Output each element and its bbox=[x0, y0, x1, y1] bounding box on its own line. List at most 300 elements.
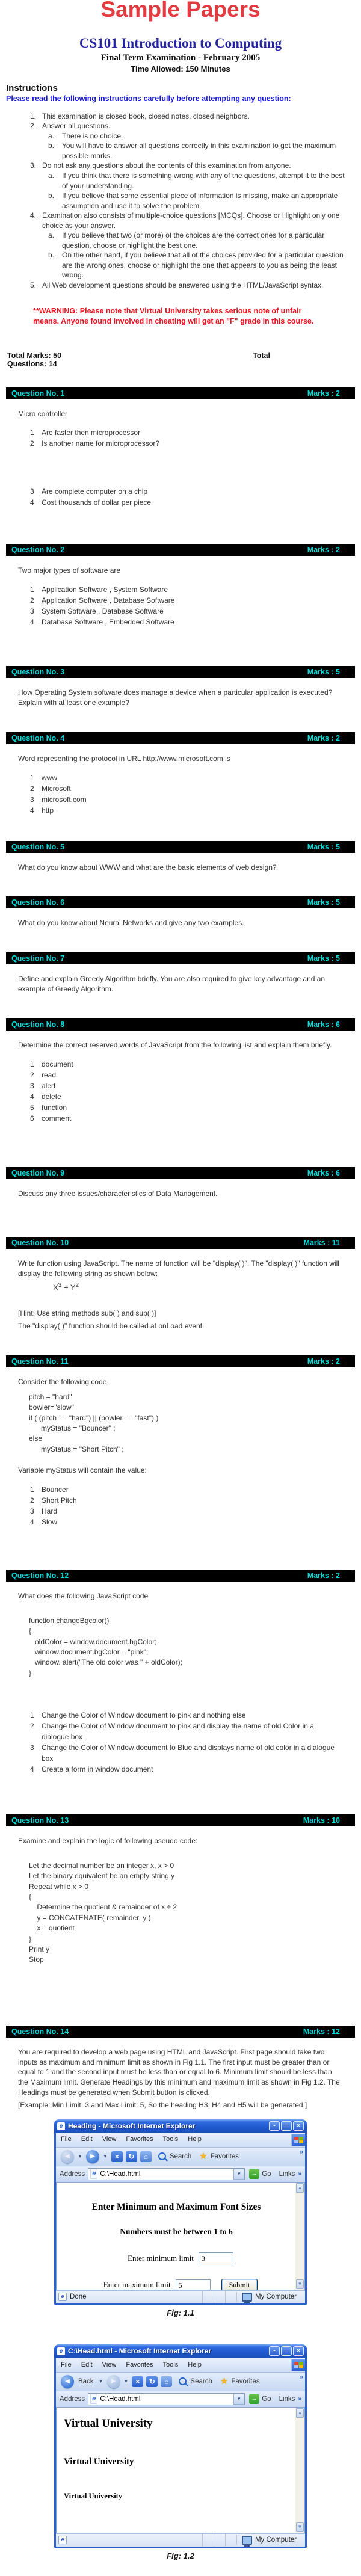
question-number-label: Question No. 13 bbox=[11, 1816, 69, 1825]
instruction-text: Answer all questions. bbox=[42, 122, 111, 131]
option-number: 6 bbox=[30, 1114, 34, 1123]
code-line: else bbox=[29, 1434, 43, 1443]
question-text: Define and explain Greedy Algorithm briefly. You are also required to give key advantage and an example of Greedy Algorithm. bbox=[18, 975, 326, 993]
question-text: Two major types of software are bbox=[18, 566, 121, 575]
status-separator bbox=[202, 2534, 214, 2547]
question-marks-label: Marks : 2 bbox=[307, 546, 340, 555]
option-number: 1 bbox=[30, 585, 34, 594]
code-line: if ( (pitch == "hard") || (bowler == "fast") ) bbox=[29, 1413, 159, 1422]
time-allowed: Time Allowed: 150 Minutes bbox=[131, 64, 230, 73]
question-body bbox=[0, 556, 361, 650]
spacer bbox=[18, 1299, 343, 1308]
form-row bbox=[57, 2252, 304, 2264]
h4-heading: Virtual University bbox=[64, 2457, 134, 2467]
question-section-2 bbox=[0, 544, 361, 650]
maximize-button: □ bbox=[281, 2346, 292, 2356]
option-number: 2 bbox=[30, 1070, 34, 1079]
question-header bbox=[6, 1018, 355, 1031]
question-section-3 bbox=[0, 666, 361, 716]
formula-exponent: 3 bbox=[58, 1281, 62, 1289]
question-marks-label: Marks : 6 bbox=[307, 1020, 340, 1029]
code-line: pitch = "hard" bbox=[29, 1392, 72, 1401]
instruction-subitem bbox=[48, 250, 349, 280]
total-marks-label: Total Marks: 50 bbox=[7, 351, 62, 360]
menu-bar bbox=[56, 2133, 305, 2148]
code-line: bowler="slow" bbox=[29, 1403, 74, 1412]
code-line: Print y bbox=[29, 1945, 50, 1953]
question-header bbox=[6, 952, 355, 964]
back-dropdown-icon: ▼ bbox=[98, 2379, 103, 2385]
status-zone bbox=[236, 2535, 303, 2545]
figure-caption: Fig: 1.1 bbox=[167, 2308, 194, 2317]
option-number: 1 bbox=[30, 1485, 34, 1494]
search-button bbox=[158, 2152, 193, 2162]
instructions-heading: Instructions bbox=[6, 82, 58, 93]
back-button: ◀ bbox=[61, 2375, 74, 2388]
links-overflow-chevron: » bbox=[298, 2170, 301, 2177]
menu-view: View bbox=[102, 2361, 117, 2368]
warning-text: **WARNING: Please note that Virtual University takes serious note of unfair means. Anyone found involved in cheating will get an "F" grade in this course. bbox=[33, 306, 314, 326]
forward-dropdown-icon: ▼ bbox=[123, 2379, 129, 2385]
question-section-7 bbox=[0, 952, 361, 1003]
option-text: Change the Color of Window document to pink and nothing else bbox=[42, 1711, 246, 1720]
status-separator bbox=[202, 2291, 214, 2303]
question-text: What do you know about WWW and what are the basic elements of web design? bbox=[18, 863, 277, 872]
status-zone bbox=[236, 2292, 303, 2302]
option-text: function bbox=[42, 1103, 67, 1112]
menu-help: Help bbox=[188, 2361, 202, 2368]
instruction-subitem bbox=[48, 230, 349, 250]
option-text: Bouncer bbox=[42, 1485, 69, 1494]
option-text: Create a form in window document bbox=[42, 1765, 153, 1774]
spacer bbox=[18, 631, 343, 644]
question-number-label: Question No. 6 bbox=[11, 898, 65, 907]
question-marks-label: Marks : 10 bbox=[303, 1816, 340, 1825]
address-bar bbox=[56, 2391, 305, 2408]
question-text: [Example: Min Limit: 3 and Max Limit: 5, So the heading H3, H4 and H5 will be generated.] bbox=[18, 2100, 307, 2109]
instruction-subtext: If you believe that two (or more) of the choices are the correct ones for a particular question, choose or highlight the best one. bbox=[62, 231, 325, 250]
instruction-number: 3. bbox=[30, 161, 37, 170]
favorites-button bbox=[220, 2375, 261, 2388]
spacer bbox=[18, 1531, 343, 1548]
question-marks-label: Marks : 11 bbox=[303, 1239, 340, 1248]
instruction-subletter: b. bbox=[48, 141, 55, 150]
question-header bbox=[6, 2026, 355, 2038]
question-text: Determine the correct reserved words of JavaScript from the following list and explain them briefly. bbox=[18, 1040, 332, 1049]
menu-tools: Tools bbox=[162, 2361, 179, 2368]
option-text: alert bbox=[42, 1081, 56, 1090]
instruction-number: 1. bbox=[30, 111, 37, 120]
option-item bbox=[30, 1080, 343, 1091]
total-column-label: Total bbox=[253, 351, 270, 360]
menu-file: File bbox=[61, 2136, 72, 2143]
option-text: Database Software , Embedded Software bbox=[42, 618, 174, 627]
status-separator bbox=[214, 2291, 225, 2303]
status-bar bbox=[56, 2290, 305, 2303]
h3-heading: Virtual University bbox=[64, 2417, 153, 2430]
page-content bbox=[56, 2408, 305, 2533]
spacer bbox=[18, 1683, 343, 1701]
question-marks-label: Marks : 2 bbox=[307, 389, 340, 398]
question-header bbox=[6, 732, 355, 744]
question-text: The "display( )" function should be called at onLoad event. bbox=[18, 1322, 205, 1331]
question-marks-label: Marks : 2 bbox=[307, 1571, 340, 1580]
code-line: x = quotient bbox=[29, 1924, 75, 1933]
question-number-label: Question No. 5 bbox=[11, 842, 65, 851]
option-text: www bbox=[42, 773, 57, 782]
my-computer-icon bbox=[242, 2293, 252, 2302]
question-text: What does the following JavaScript code bbox=[18, 1591, 149, 1600]
spacer bbox=[18, 1778, 343, 1793]
formula bbox=[53, 1281, 343, 1293]
code-block bbox=[29, 1861, 343, 1965]
question-number-label: Question No. 8 bbox=[11, 1020, 65, 1029]
question-marks-label: Marks : 5 bbox=[307, 668, 340, 677]
option-text: Cost thousands of dollar per piece bbox=[42, 498, 152, 507]
option-item bbox=[30, 1506, 343, 1517]
instructions-subheading: Please read the following instructions carefully before attempting any question: bbox=[6, 94, 291, 103]
option-item bbox=[30, 1495, 343, 1506]
code-line: Repeat while x > 0 bbox=[29, 1882, 89, 1891]
search-icon bbox=[179, 2377, 187, 2385]
option-text: Hard bbox=[42, 1506, 58, 1515]
option-number: 3 bbox=[30, 607, 34, 616]
home-button: ⌂ bbox=[161, 2376, 172, 2387]
option-text: Slow bbox=[42, 1517, 58, 1526]
question-number-label: Question No. 11 bbox=[11, 1357, 69, 1366]
vertical-scrollbar bbox=[295, 2183, 304, 2290]
option-number: 2 bbox=[30, 439, 34, 448]
option-text: document bbox=[42, 1059, 73, 1068]
question-body bbox=[0, 2038, 361, 2576]
links-overflow-chevron: » bbox=[298, 2395, 301, 2402]
code-block bbox=[29, 1392, 343, 1455]
formula-base: Y bbox=[70, 1283, 76, 1292]
instruction-subitem bbox=[48, 171, 349, 191]
question-header bbox=[6, 387, 355, 399]
toolbar-overflow-chevron: » bbox=[300, 2148, 303, 2155]
spacer bbox=[18, 452, 343, 478]
home-button: ⌂ bbox=[140, 2151, 152, 2162]
option-text: System Software , Database Software bbox=[42, 607, 164, 616]
address-value: C:\Head.html bbox=[100, 2395, 141, 2403]
option-text: microsoft.com bbox=[42, 795, 87, 804]
ie-icon: e bbox=[90, 2394, 97, 2404]
question-section-1 bbox=[0, 387, 361, 529]
status-separator bbox=[225, 2534, 236, 2547]
option-number: 2 bbox=[30, 1496, 34, 1505]
exam-title: Final Term Examination - February 2005 bbox=[100, 52, 261, 63]
stop-button: × bbox=[132, 2376, 143, 2387]
favorites-button bbox=[199, 2150, 240, 2163]
content-heading: Enter Minimum and Maximum Font Sizes bbox=[91, 2201, 261, 2212]
questions-container bbox=[0, 387, 361, 2576]
option-text: http bbox=[42, 806, 54, 815]
options-list bbox=[30, 1484, 343, 1527]
status-separator bbox=[225, 2291, 236, 2303]
windows-logo-icon bbox=[291, 2359, 305, 2371]
page-title: Sample Papers bbox=[100, 0, 261, 22]
question-body bbox=[0, 1249, 361, 1340]
window-controls bbox=[269, 2346, 304, 2356]
refresh-button: ↻ bbox=[146, 2376, 158, 2387]
menu-edit: Edit bbox=[81, 2361, 93, 2368]
formula-operator: + bbox=[61, 1283, 70, 1292]
code-line: y = CONCATENATE( remainder, y ) bbox=[29, 1913, 151, 1922]
instruction-text: This examination is closed book, closed notes, closed neighbors. bbox=[42, 111, 250, 120]
menu-view: View bbox=[102, 2136, 117, 2143]
option-number: 1 bbox=[30, 428, 34, 437]
window-controls bbox=[269, 2121, 304, 2131]
question-section-10 bbox=[0, 1237, 361, 1340]
instruction-number: 5. bbox=[30, 280, 37, 289]
option-item bbox=[30, 1484, 343, 1495]
option-number: 2 bbox=[30, 1722, 34, 1731]
vertical-scrollbar bbox=[295, 2408, 304, 2533]
formula-base: X bbox=[53, 1283, 58, 1292]
instruction-subtext: There is no choice. bbox=[62, 131, 123, 140]
page-content bbox=[56, 2183, 305, 2290]
question-header bbox=[6, 896, 355, 908]
address-dropdown-button: ▼ bbox=[233, 2169, 244, 2180]
spacer bbox=[18, 1127, 343, 1145]
option-number: 4 bbox=[30, 806, 34, 815]
spacer bbox=[18, 1459, 343, 1465]
windows-logo-icon bbox=[291, 2134, 305, 2146]
question-marks-label: Marks : 6 bbox=[307, 1168, 340, 1177]
instruction-text: All Web development questions should be answered using the HTML/JavaScript syntax. bbox=[42, 280, 324, 289]
option-item bbox=[30, 1059, 343, 1070]
close-button: × bbox=[293, 2121, 304, 2131]
go-arrow-icon: → bbox=[249, 2169, 259, 2179]
question-body bbox=[0, 964, 361, 1003]
back-button-label: Back bbox=[78, 2377, 94, 2385]
go-button bbox=[249, 2169, 271, 2179]
question-header bbox=[6, 1355, 355, 1367]
option-number: 3 bbox=[30, 795, 34, 804]
scroll-up-button: ▲ bbox=[296, 2408, 304, 2418]
question-header bbox=[6, 666, 355, 678]
option-item bbox=[30, 805, 343, 816]
question-section-6 bbox=[0, 896, 361, 937]
question-text: Word representing the protocol in URL http://www.microsoft.com is bbox=[18, 754, 230, 763]
ie-page-icon: e bbox=[58, 2536, 67, 2544]
favorites-star-icon: ★ bbox=[199, 2151, 208, 2162]
code-line: window.document.bgColor = "pink"; bbox=[29, 1647, 149, 1656]
option-item bbox=[30, 1070, 343, 1080]
question-section-9 bbox=[0, 1167, 361, 1222]
go-label: Go bbox=[262, 2170, 271, 2178]
code-line: Let the decimal number be an integer x, x > 0 bbox=[29, 1861, 174, 1870]
option-text: Application Software , System Software bbox=[42, 585, 168, 594]
instruction-text: Do not ask any questions about the contents of this examination from anyone. bbox=[42, 161, 291, 170]
code-line: { bbox=[29, 1627, 32, 1636]
code-block bbox=[29, 1616, 343, 1678]
instruction-item bbox=[30, 211, 349, 230]
option-number: 4 bbox=[30, 1765, 34, 1774]
scroll-up-button: ▲ bbox=[296, 2183, 304, 2193]
question-text: Micro controller bbox=[18, 409, 68, 418]
search-label: Search bbox=[169, 2152, 192, 2160]
option-item bbox=[30, 486, 343, 497]
question-body bbox=[0, 853, 361, 881]
option-item bbox=[30, 1721, 343, 1742]
menu-tools: Tools bbox=[162, 2136, 179, 2143]
question-text: Variable myStatus will contain the value: bbox=[18, 1466, 147, 1475]
submit-button: Submit bbox=[221, 2279, 258, 2290]
question-text: Discuss any three issues/characteristics of Data Management. bbox=[18, 1189, 218, 1198]
question-marks-label: Marks : 5 bbox=[307, 842, 340, 851]
option-item bbox=[30, 1710, 343, 1721]
option-text: Change the Color of Window document to Blue and displays name of old color in a dialogue box bbox=[42, 1743, 335, 1763]
option-text: Application Software , Database Software bbox=[42, 596, 175, 605]
address-bar bbox=[56, 2166, 305, 2183]
question-header bbox=[6, 1237, 355, 1249]
code-line: Let the binary equivalent be an empty string y bbox=[29, 1872, 175, 1881]
toolbar-overflow-chevron: » bbox=[300, 2373, 303, 2380]
status-left bbox=[58, 2292, 202, 2302]
option-item bbox=[30, 1102, 343, 1113]
option-item bbox=[30, 783, 343, 794]
question-number-label: Question No. 3 bbox=[11, 668, 65, 677]
instruction-subtext: You will have to answer all questions correctly in this examination to get the maximum possible marks. bbox=[62, 141, 336, 160]
toolbar bbox=[56, 2373, 305, 2391]
question-body bbox=[0, 1826, 361, 2010]
option-number: 2 bbox=[30, 784, 34, 793]
instruction-text: Examination also consists of multiple-choice questions [MCQs]. Choose or Highlight only one choice as your answer. bbox=[42, 211, 340, 230]
address-label: Address bbox=[60, 2395, 85, 2403]
question-marks-label: Marks : 12 bbox=[303, 2027, 340, 2036]
question-header bbox=[6, 1167, 355, 1179]
question-number-label: Question No. 7 bbox=[11, 954, 65, 963]
options-list bbox=[30, 1710, 343, 1775]
question-section-14 bbox=[0, 2026, 361, 2576]
spacer bbox=[18, 1201, 343, 1215]
question-body bbox=[0, 1367, 361, 1554]
spacer bbox=[18, 1604, 343, 1611]
menu-favorites: Favorites bbox=[126, 2361, 153, 2368]
option-number: 3 bbox=[30, 487, 34, 496]
question-number-label: Question No. 9 bbox=[11, 1168, 65, 1177]
options-list bbox=[30, 1059, 343, 1124]
options-list bbox=[30, 486, 343, 508]
menu-bar bbox=[56, 2358, 305, 2373]
code-line: Stop bbox=[29, 1955, 44, 1964]
close-button: × bbox=[293, 2346, 304, 2356]
option-text: Change the Color of Window document to pink and display the name of old Color in a dialogue box bbox=[42, 1722, 314, 1742]
links-menu bbox=[279, 2394, 301, 2404]
question-number-label: Question No. 14 bbox=[11, 2027, 69, 2036]
question-text: Examine and explain the logic of following pseudo code: bbox=[18, 1837, 198, 1846]
scroll-down-button: ▼ bbox=[296, 2279, 304, 2289]
option-item bbox=[30, 584, 343, 595]
status-left bbox=[58, 2536, 202, 2544]
address-input bbox=[88, 2168, 245, 2180]
question-text: Write function using JavaScript. The name of function will be "display( )". The "display( )" function will display the following string as shown below: bbox=[18, 1259, 339, 1278]
course-title: CS101 Introduction to Computing bbox=[79, 35, 282, 51]
instruction-item bbox=[30, 121, 349, 131]
my-computer-icon bbox=[242, 2536, 252, 2545]
toolbar bbox=[56, 2148, 305, 2166]
menu-edit: Edit bbox=[81, 2136, 93, 2143]
go-label: Go bbox=[262, 2395, 271, 2403]
content-subheading: Numbers must be between 1 to 6 bbox=[120, 2227, 233, 2237]
option-number: 4 bbox=[30, 498, 34, 507]
option-item bbox=[30, 617, 343, 627]
code-line: oldColor = window.document.bgColor; bbox=[29, 1637, 157, 1646]
ie-page-icon: e bbox=[57, 2122, 65, 2130]
h5-heading: Virtual University bbox=[64, 2492, 123, 2501]
question-marks-label: Marks : 2 bbox=[307, 1357, 340, 1366]
address-input bbox=[88, 2393, 245, 2405]
instruction-number: 2. bbox=[30, 122, 37, 131]
option-number: 4 bbox=[30, 1092, 34, 1101]
option-text: comment bbox=[42, 1114, 72, 1123]
option-number: 2 bbox=[30, 596, 34, 605]
window-title: Heading - Microsoft Internet Explorer bbox=[68, 2121, 196, 2130]
stop-button: × bbox=[111, 2151, 123, 2162]
links-label: Links bbox=[279, 2170, 295, 2178]
question-body bbox=[0, 1031, 361, 1151]
question-section-5 bbox=[0, 841, 361, 881]
option-number: 3 bbox=[30, 1506, 34, 1515]
title-bar bbox=[54, 2344, 307, 2358]
forward-button: ▶ bbox=[107, 2375, 120, 2388]
options-list bbox=[30, 584, 343, 627]
option-item bbox=[30, 1517, 343, 1527]
spacer bbox=[18, 1849, 343, 1856]
question-body bbox=[0, 744, 361, 825]
instruction-subitem bbox=[48, 141, 349, 161]
back-button: ◀ bbox=[61, 2150, 74, 2163]
options-list bbox=[30, 772, 343, 816]
option-text: Are faster then microprocessor bbox=[42, 428, 141, 437]
option-text: read bbox=[42, 1070, 57, 1079]
option-text: Is another name for microprocessor? bbox=[42, 439, 160, 448]
option-number: 4 bbox=[30, 618, 34, 627]
code-line: } bbox=[29, 1668, 32, 1677]
menu-help: Help bbox=[188, 2136, 202, 2143]
minimize-button: - bbox=[269, 2346, 280, 2356]
window-title: C:\Head.html - Microsoft Internet Explorer bbox=[68, 2346, 212, 2355]
instruction-list bbox=[30, 111, 349, 291]
question-text: Consider the following code bbox=[18, 1378, 107, 1386]
code-line: function changeBgcolor() bbox=[29, 1616, 110, 1625]
question-section-11 bbox=[0, 1355, 361, 1554]
favorites-label: Favorites bbox=[210, 2152, 239, 2160]
menu-favorites: Favorites bbox=[126, 2136, 153, 2143]
scroll-down-button: ▼ bbox=[296, 2522, 304, 2532]
spacer bbox=[18, 1970, 343, 2004]
option-item bbox=[30, 438, 343, 449]
instruction-subtext: If you believe that some essential piece of information is missing, make an appropriate assumption and use it to solve the problem. bbox=[62, 191, 338, 210]
option-number: 5 bbox=[30, 1103, 34, 1112]
question-number-label: Question No. 12 bbox=[11, 1571, 69, 1580]
forward-button: ▶ bbox=[86, 2150, 99, 2163]
back-dropdown-icon: ▼ bbox=[78, 2153, 82, 2159]
menu-file: File bbox=[61, 2361, 72, 2368]
links-label: Links bbox=[279, 2395, 295, 2403]
option-text: Are complete computer on a chip bbox=[42, 487, 148, 496]
search-label: Search bbox=[190, 2377, 212, 2385]
option-item bbox=[30, 1113, 343, 1124]
instruction-subtext: If you think that there is something wrong with any of the questions, attempt it to the best of your understanding. bbox=[62, 171, 345, 190]
question-header bbox=[6, 1814, 355, 1826]
instruction-item bbox=[30, 280, 349, 291]
formula-exponent: 2 bbox=[75, 1281, 79, 1289]
address-dropdown-button: ▼ bbox=[233, 2394, 244, 2405]
status-bar bbox=[56, 2533, 305, 2547]
